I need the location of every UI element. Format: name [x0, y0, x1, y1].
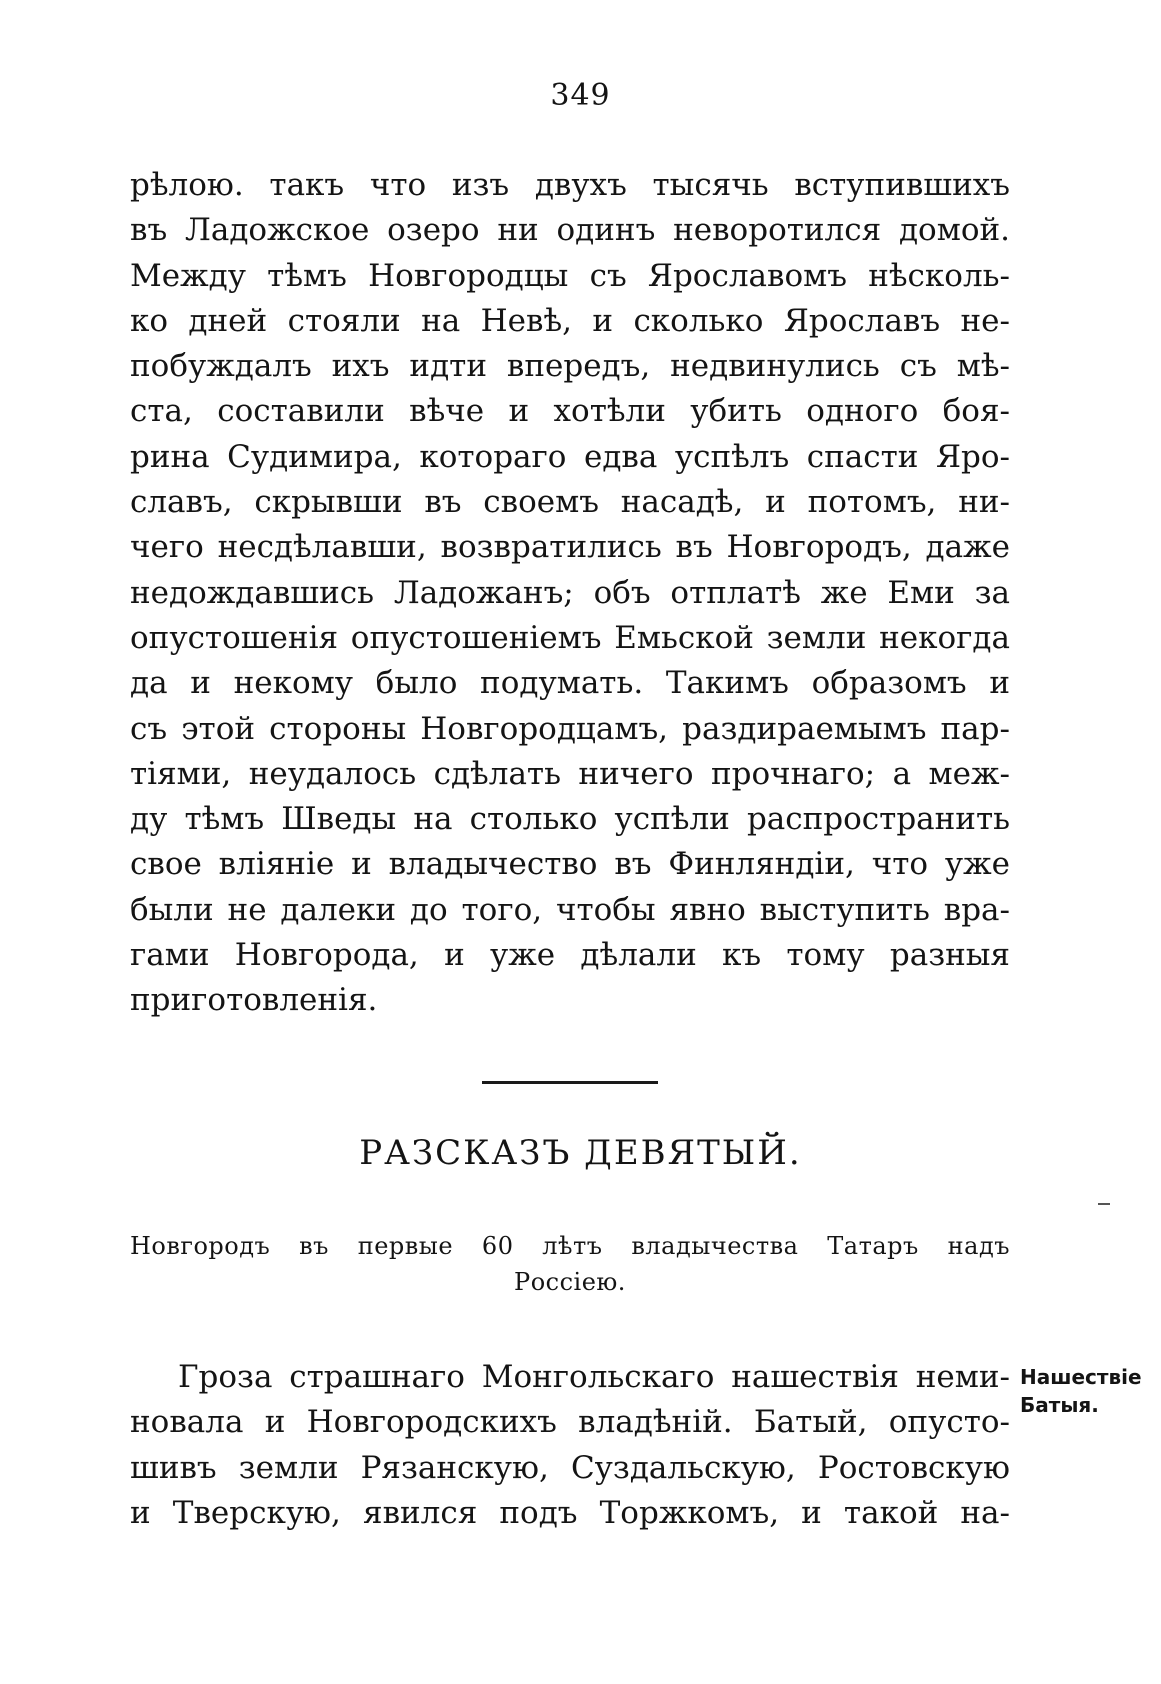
margin-note: [1020, 1363, 1155, 1419]
text-line: Между тѣмъ Новгородцы съ Ярославомъ нѣсколь-: [130, 257, 1010, 294]
text-line: ко дней стояли на Невѣ, и сколько Ярославъ не-: [130, 302, 1010, 339]
text-line: славъ, скрывши въ своемъ насадѣ, и потомъ, ни-: [130, 484, 1010, 521]
text-line: рина Судимира, котораго едва успѣлъ спасти Яро-: [130, 438, 1010, 475]
chapter-subtitle: [130, 1228, 1010, 1300]
text-line: въ Ладожское озеро ни одинъ неворотился домой.: [130, 212, 1010, 249]
text-line: недождавшись Ладожанъ; объ отплатѣ же Еми за: [130, 574, 1010, 611]
margin-mark: [1098, 1203, 1110, 1205]
text-line: съ этой стороны Новгородцамъ, раздираемымъ пар-: [130, 710, 1010, 747]
page-number: 349: [550, 78, 611, 113]
chapter-title: РАЗСКАЗЪ ДЕВЯТЫЙ.: [359, 1133, 802, 1173]
text-line: ду тѣмъ Шведы на столько успѣли распространить: [130, 801, 1010, 838]
text-line: были не далеки до того, чтобы явно выступить вра-: [130, 891, 1010, 928]
bottom-paragraph: [130, 1355, 1010, 1536]
text-line: приготовленія.: [130, 982, 378, 1019]
text-line: чего несдѣлавши, возвратились въ Новгородъ, даже: [130, 529, 1010, 566]
margin-note-line: Нашествіе: [1020, 1365, 1142, 1389]
text-line: рѣлою. такъ что изъ двухъ тысячь вступившихъ: [130, 167, 1010, 203]
text-line: гами Новгорода, и уже дѣлали къ тому разныя: [130, 937, 1010, 974]
text-line: ста, составили вѣче и хотѣли убить одного боя-: [130, 393, 1010, 430]
text-line: да и некому было подумать. Такимъ образомъ и: [130, 665, 1010, 702]
top-paragraph: [130, 163, 1010, 1024]
text-line: Гроза страшнаго Монгольскаго нашествія неми-: [178, 1359, 1010, 1395]
text-line: тіями, неудалось сдѣлать ничего прочнаго; а меж-: [130, 755, 1010, 792]
subtitle-line: Россіею.: [514, 1268, 626, 1296]
text-line: шивъ земли Рязанскую, Суздальскую, Ростовскую: [130, 1449, 1010, 1486]
text-line: и Тверскую, явился подъ Торжкомъ, и такой на-: [130, 1494, 1010, 1531]
margin-note-line: Батыя.: [1020, 1393, 1099, 1417]
text-line: новала и Новгородскихъ владѣній. Батый, опусто-: [130, 1404, 1010, 1441]
text-line: побуждалъ ихъ идти впередъ, недвинулись съ мѣ-: [130, 348, 1010, 385]
text-line: свое вліяніе и владычество въ Финляндіи, что уже: [130, 846, 1010, 883]
section-divider: [482, 1081, 658, 1084]
subtitle-line: Новгородъ въ первые 60 лѣтъ владычества Татаръ надъ: [130, 1232, 1010, 1260]
text-line: опустошенія опустошеніемъ Емьской земли некогда: [130, 619, 1010, 656]
